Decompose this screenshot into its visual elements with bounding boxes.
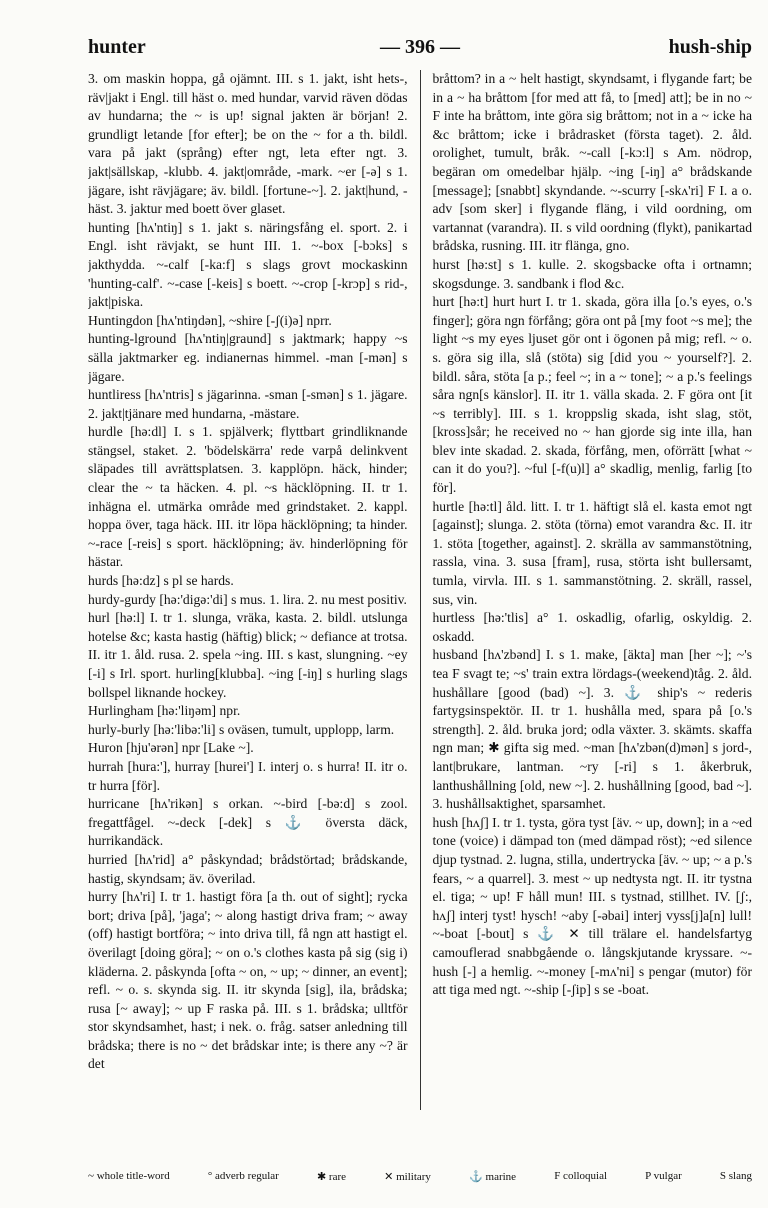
legend-item-slang: S slang	[719, 1170, 752, 1182]
dictionary-entry: hurt [hə:t] hurt hurt I. tr 1. skada, göra illa [o.'s eyes, o.'s finger]; göra ngn förfång; göra ont på [my foot ~s me]; the light ~s my eyes ljuset gör ont i ögonen på mig; refl. ~ o. s. göra sig illa, slå (stöta) sig [did you ~ yourself?]. 2. bildl. såra, stöta [a p.; feel ~; in a ~ tone]; ~ a p.'s feelings såra ngn[s känslor]. II. itr 1. välla skada. 2. F göra ont [it ~s terribly]. III. s 1. kroppslig skada, isht slag, stöt, [kross]sår; he received no ~ han gjorde sig inte illa, han blev inte skadad. 2. skada, förfång, men, oförrätt [what ~ can it do you?]. ~ful [-f(u)l] a° skadlig, menlig, farlig [to för].	[432, 294, 752, 496]
dictionary-entry: hurrah [hura:'], hurray [hurei'] I. interj o. s hurra! II. itr o. tr hurra [för].	[88, 758, 408, 793]
dictionary-entry: hurly-burly [hə:'libə:'li] s oväsen, tumult, upplopp, larm.	[88, 721, 395, 737]
footer-legend	[88, 1170, 752, 1183]
dictionary-entry: huntliress [hʌ'ntris] s jägarinna. -sman [-smən] s 1. jägare. 2. jakt|tjänare med hundarna, -mästare.	[88, 387, 408, 421]
dictionary-entry: Hurlingham [hə:'liŋəm] npr.	[88, 703, 241, 719]
dictionary-entry: hunting [hʌ'ntiŋ] s 1. jakt s. näringsfång el. sport. 2. i Engl. isht rävjakt, se hunt III. 1. ~-box [-bɔks] s jakthydda. ~-calf [-ka:f] s slags grovt mockaskinn 'hunting-calf'. ~-case [-keis] s boett. ~-crop [-krɔp] s rid-, jakt|piska.	[88, 219, 408, 310]
dictionary-entry: hurricane [hʌ'rikən] s orkan. ~-bird [-bə:d] s zool. fregattfågel. ~-deck [-dek] s ⚓ översta däck, hurrikandäck.	[88, 796, 408, 849]
legend-item-adverb-regular: ° adverb regular	[207, 1170, 279, 1182]
page-columns	[88, 70, 752, 1110]
page-header	[88, 30, 752, 70]
dictionary-entry: husband [hʌ'zbənd] I. s 1. make, [äkta] man [her ~]; ~'s tea F svagt te; ~s' train extra lördags-(weekend)tåg. 2. åld. hushållare [good (bad) ~]. 3. ⚓ ship's ~ rederis fartygsinspektör. II. tr 1. hushålla med, spara på [o.'s strength]. 2. åld. bruka jord; odla växter. 3. skämts. skaffa ngn man; ✱ gifta sig med. ~man [hʌ'zbən(d)mən] s jord-, lant|brukare, lantman. ~ry [-ri] s 1. åkerbruk, lanthushållning [old, new ~]. 2. hushållning [good, bad ~]. 3. hushållsaktighet, sparsamhet.	[432, 647, 752, 812]
dictionary-entry: hurtless [hə:'tlis] a° 1. oskadlig, ofarlig, oskyldig. 2. oskadd.	[432, 610, 752, 644]
dictionary-entry: hunting-lground [hʌ'ntiŋ|graund] s jaktmark; happy ~s sälla jaktmarker eg. indianernas himmel. -man [-mən] s jägare.	[88, 331, 408, 384]
dictionary-entry: hurl [hə:l] I. tr 1. slunga, vräka, kasta. 2. bildl. utslunga hotelse &c; kasta hastig (häftig) blick; ~ defiance at trotsa. II. itr 1. åld. rusa. 2. spela ~ing. III. s kast, slungning. ~ey [-i] s Irl. sport. hurling[klubba]. ~ing [-iŋ] s hurling slags bollspel liknande hockey.	[88, 610, 408, 700]
legend-item-vulgar: P vulgar	[645, 1170, 682, 1182]
left-column	[88, 70, 420, 1110]
dictionary-entry: bråttom? in a ~ helt hastigt, skyndsamt, i flygande fart; be in a ~ ha bråttom [for med att få, to [med] att]; be in no ~ F inte ha bråttom, inte göra sig bråttom; not in a ~ icke ha &c bråttom; icke i brådrasket (första taget). 2. åld. orolighet, tumult, bråk. ~-call [-kɔ:l] s Am. nödrop, begäran om omedelbar hjälp. ~ing [-iŋ] a° brådskande [message]; [snabbt] skyndande. ~-scurry [-skʌ'ri] F I. a o. adv [som sker] i flygande fläng, i vild oordning, om vartannat (varandra). II. s vild oordning (flykt), panikartad brådska, rusning. III. itr flänga, gno.	[432, 71, 752, 254]
legend-item-military: ✕ military	[384, 1171, 431, 1183]
dictionary-entry: hush [hʌʃ] I. tr 1. tysta, göra tyst [äv. ~ up, down]; in a ~ed tone (voice) i dämpad ton (med dämpad röst); ~ed silence djup tystnad. 2. lugna, stilla, undertrycka [äv. ~ up; ~ a p.'s fears, ~ a quarrel]. 3. mest ~ up nedtysta ngt. II. itr tystna el. tiga; ~ up! F håll mun! III. s tystnad, stillhet. IV. [ʃ:, hʌʃ] interj tyst! hysch! ~aby [-əbai] interj vyss[j]a[n] lull! ~-boat [-bout] s ⚓ ✕ till trälare el. handelsfartyg camouflerad snabbgående o. långskjutande kryssare. ~-hush [-] a hemlig. ~-money [-mʌ'ni] s pengar (mutor) för att tiga med ngt. ~-ship [-ʃip] s se -boat.	[432, 814, 752, 998]
right-column	[420, 70, 752, 1110]
page-number: — 396 —	[380, 36, 460, 58]
dictionary-entry: hurst [hə:st] s 1. kulle. 2. skogsbacke ofta i ortnamn; skogsdunge. 3. sandbank i flod &c.	[432, 256, 752, 291]
legend-item-rare: ✱ rare	[316, 1171, 347, 1183]
header-right-guide-word: hush-ship	[668, 36, 752, 58]
dictionary-entry: hurried [hʌ'rid] a° påskyndad; brådstörtad; brådskande, hastig, skyndsam; äv. överilad.	[88, 851, 408, 886]
dictionary-entry: 3. om maskin hoppa, gå ojämnt. III. s 1. jakt, isht hets-, räv|jakt i Engl. till häst o. med hundar, varvid räven dödas av hundarna; the ~ is up! signal jakten är början! 2. grundligt letande [for efter]; be on the ~ for a th. bildl. vara på jakt (språng) efter ngt, leta efter ngt. 3. jakt|sällskap, -klubb. 4. jakt|område, -mark. ~er [-ə] s 1. jägare, isht rävjägare; äv. bildl. [fortune-~]. 2. jakt|hund, -häst. 3. jaktur med boett över glaset.	[88, 71, 408, 217]
dictionary-entry: hurds [hə:dz] s pl se hards.	[88, 573, 234, 589]
dictionary-entry: hurtle [hə:tl] åld. litt. I. tr 1. häftigt slå el. kasta emot ngt [against]; slunga. 2. stöta (törna) emot varandra &c. II. itr 1. stöta [together, against]. 2. skrälla av sammanstötning, rassla, vina. 3. susa [fram], rusa, störta isht bullersamt, tumla, virvla. III. s 1. sammanstötning. 2. skräll, rassel, sus, vin.	[432, 498, 752, 607]
dictionary-entry: hurry [hʌ'ri] I. tr 1. hastigt föra [a th. out of sight]; rycka bort; driva [på], 'jaga'; ~ along hastigt driva fram; ~ away (off) hastigt bortföra; ~ into driva till, få ngn att hastigt el. överilagt [doing göra]; ~ on o.'s clothes kasta på sig (sig i) kläderna. 2. påskynda [ofta ~ on, ~ up; ~ dinner, an event]; refl. ~ o. s. skynda sig. II. itr skynda [sig], ila, brådska; rusa [~ away]; ~ up F raska på. III. s 1. brådska; ulltför stor skyndsamhet, hast; i nek. o. fråg. satser anledning till brådska; there is no ~ det brådskar inte; is there any ~? är det	[88, 889, 408, 1072]
dictionary-entry: hurdy-gurdy [hə:'digə:'di] s mus. 1. lira. 2. nu mest positiv.	[88, 591, 407, 607]
header-left-guide-word: hunter	[88, 36, 146, 58]
legend-item-colloquial: F colloquial	[554, 1170, 608, 1182]
legend-item-title-word: ~ whole title-word	[88, 1170, 170, 1182]
dictionary-entry: Huron [hju'ərən] npr [Lake ~].	[88, 740, 254, 756]
dictionary-entry: Huntingdon [hʌ'ntiŋdən], ~shire [-ʃ(i)ə] nprr.	[88, 312, 332, 328]
dictionary-entry: hurdle [hə:dl] I. s 1. spjälverk; flyttbart grindliknande stängsel, staket. 2. 'bödelskärra' rede varpå delinkvent släpades till avrättsplatsen. 3. kapplöpn. häck, hinder; clear the ~ ta häcken. 4. pl. ~s häcklöpning. II. tr 1. inhägna el. utmärka område med grindstaket. 2. kappl. hoppa över, taga häck. III. itr löpa häcklöpning; ta hinder. ~-race [-reis] s sport. häcklöpning; äv. hinderlöpning för hästar.	[88, 424, 408, 570]
legend-item-marine: ⚓ marine	[469, 1171, 517, 1183]
